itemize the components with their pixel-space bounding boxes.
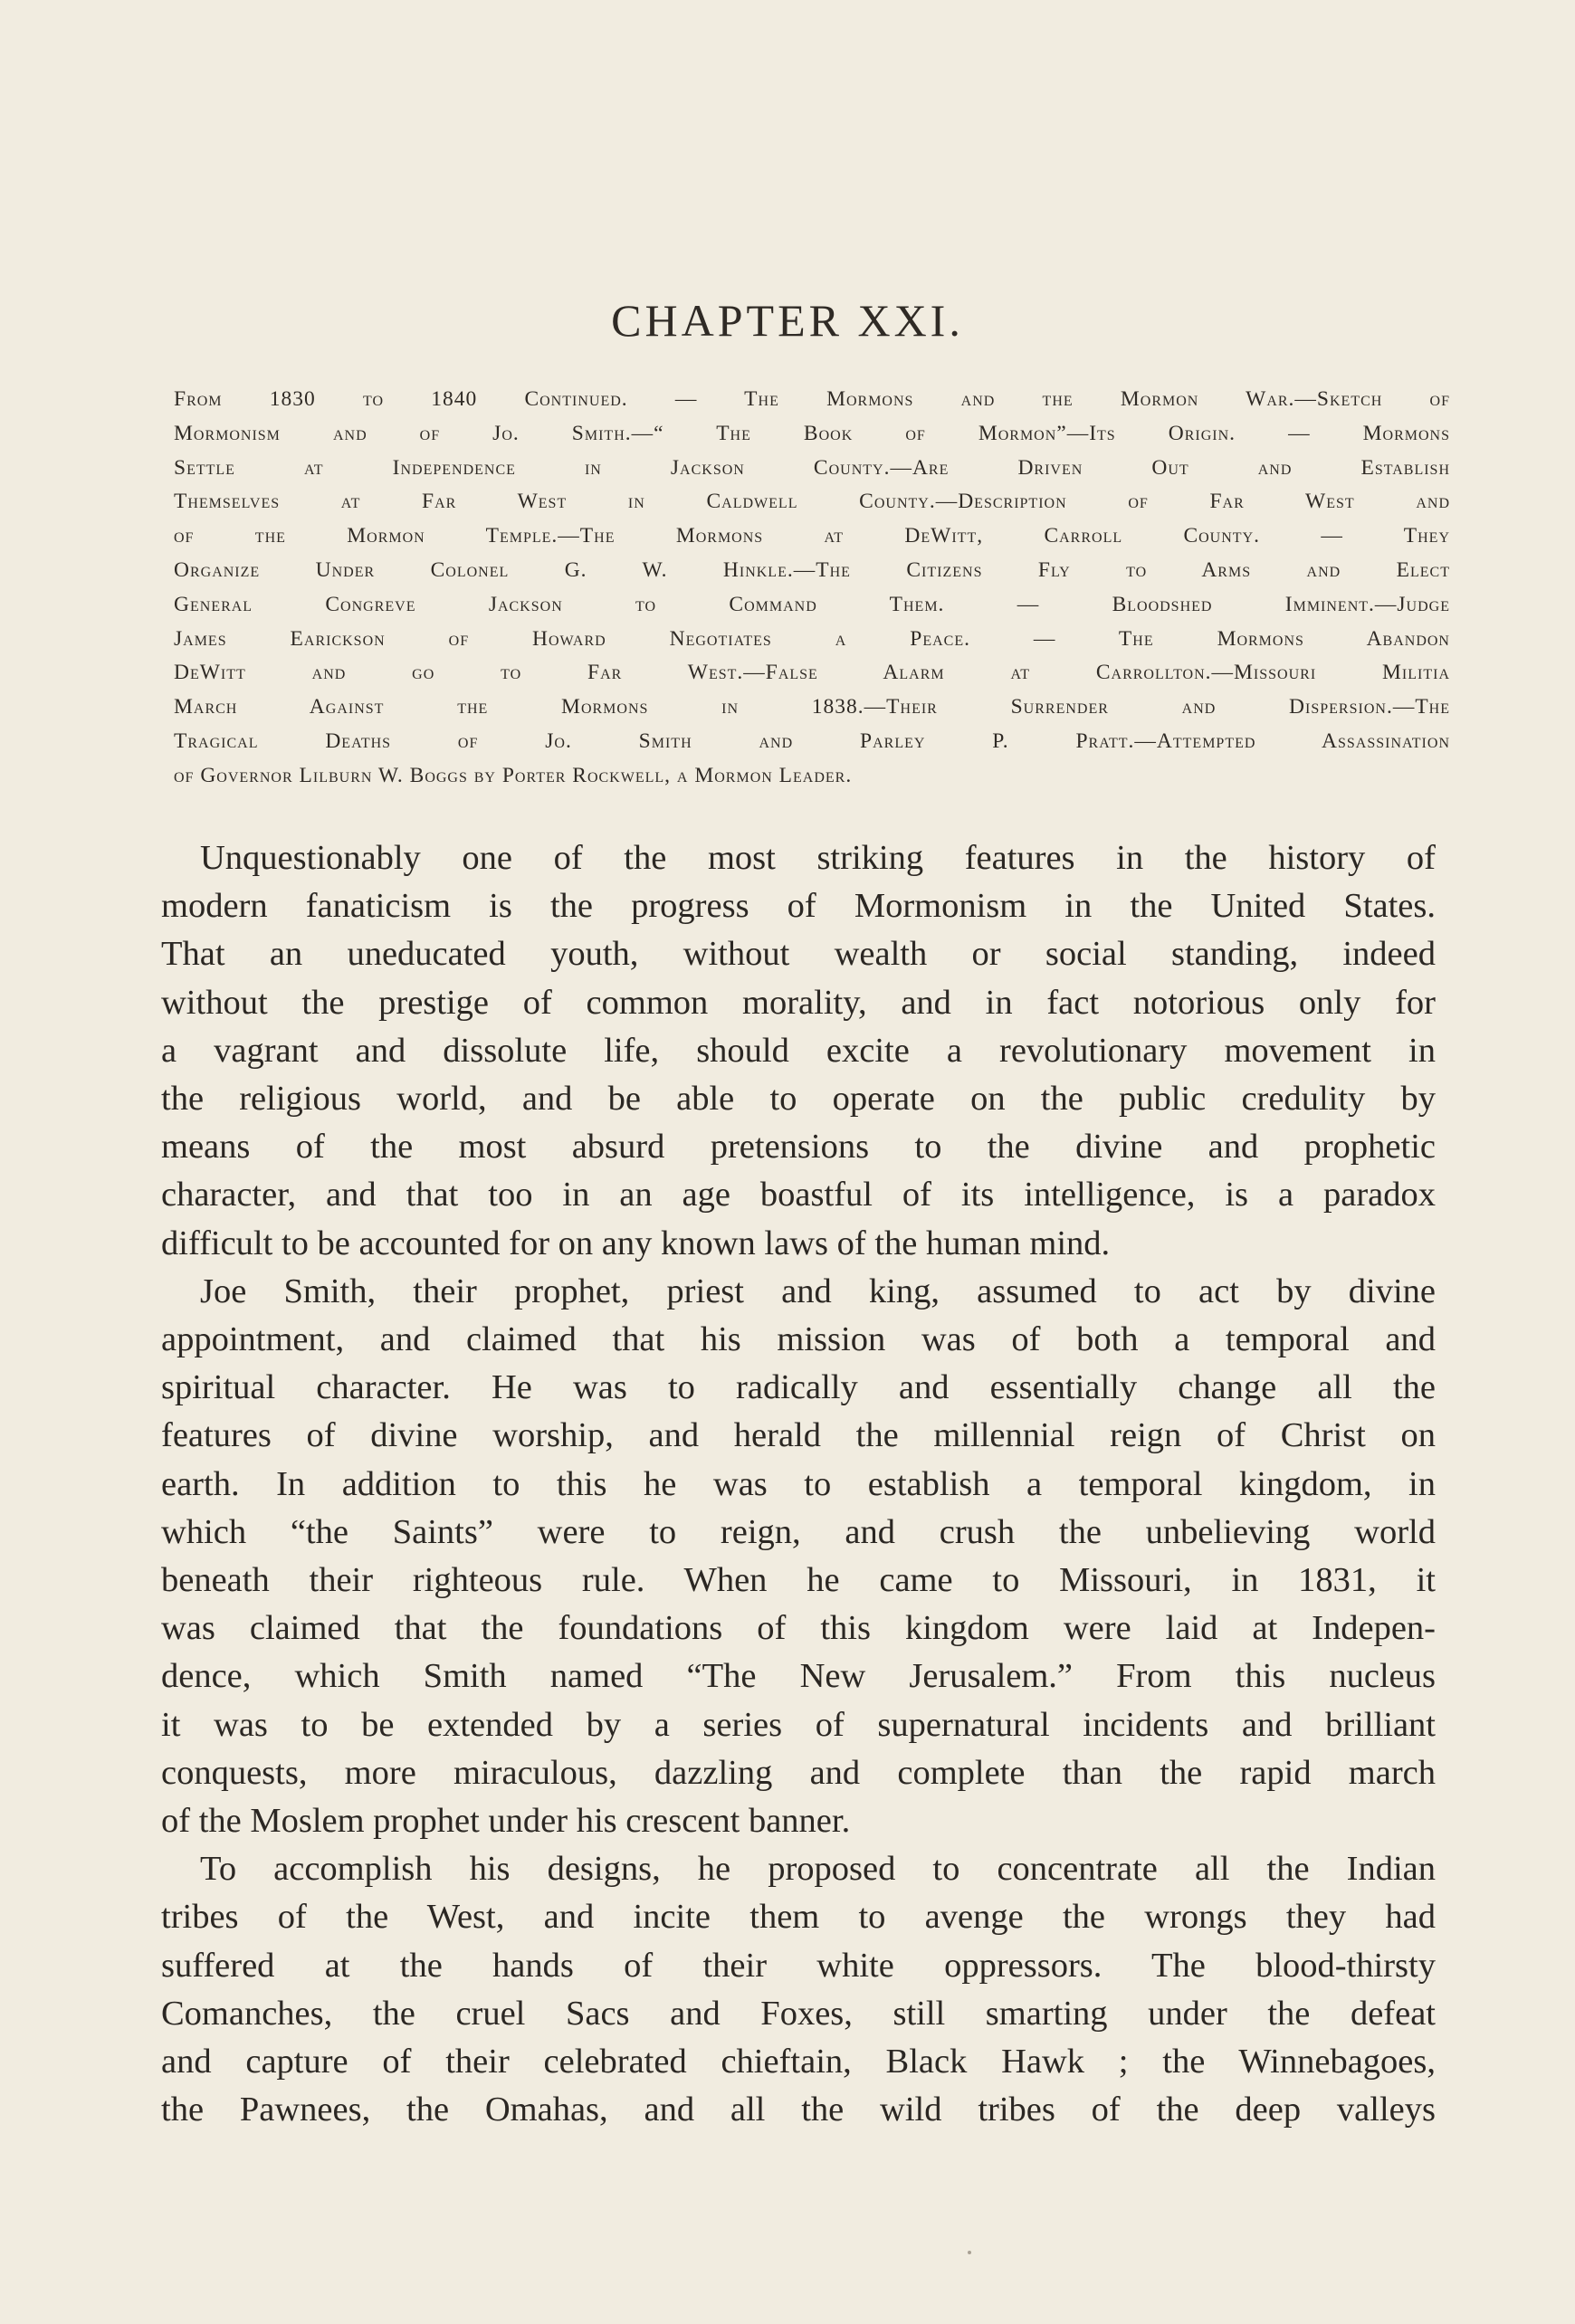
paragraph-line: suffered at the hands of their white oppressors. The blood-thirsty <box>161 1946 1436 1985</box>
paragraph-line: a vagrant and dissolute life, should excite a revolutionary movement in <box>161 1031 1436 1070</box>
synopsis-line: Tragical Deaths of Jo. Smith and Parley P. Pratt.—Attempted Assassination <box>174 729 1450 753</box>
paragraph-line: appointment, and claimed that his mission was of both a temporal and <box>161 1320 1436 1359</box>
chapter-synopsis <box>174 383 1450 794</box>
paragraph-line: it was to be extended by a series of supernatural incidents and brilliant <box>161 1705 1436 1744</box>
body-text <box>161 834 1436 2134</box>
paragraph-line: the Pawnees, the Omahas, and all the wild tribes of the deep valleys <box>161 2091 1436 2129</box>
paragraph-line: features of divine worship, and herald the millennial reign of Christ on <box>161 1416 1436 1455</box>
paragraph-line: was claimed that the foundations of this kingdom were laid at Indepen- <box>161 1609 1436 1648</box>
synopsis-line: of the Mormon Temple.—The Mormons at DeWitt, Carroll County. — They <box>174 524 1450 548</box>
paragraph-line: the religious world, and be able to operate on the public credulity by <box>161 1080 1436 1119</box>
paragraph-line: Joe Smith, their prophet, priest and king, assumed to act by divine <box>200 1272 1436 1310</box>
synopsis-line: James Earickson of Howard Negotiates a Peace. — The Mormons Abandon <box>174 626 1450 651</box>
paragraph-line: modern fanaticism is the progress of Mormonism in the United States. <box>161 887 1436 926</box>
paragraph-line: character, and that too in an age boastful of its intelligence, is a paradox <box>161 1176 1436 1214</box>
paragraph-line: beneath their righteous rule. When he came to Missouri, in 1831, it <box>161 1561 1436 1600</box>
paragraph-line: means of the most absurd pretensions to the divine and prophetic <box>161 1128 1436 1167</box>
synopsis-line: Settle at Independence in Jackson County.—Are Driven Out and Establish <box>174 455 1450 480</box>
paragraph-line: difficult to be accounted for on any known laws of the human mind. <box>161 1224 1111 1262</box>
synopsis-line: From 1830 to 1840 Continued. — The Mormons and the Mormon War.—Sketch of <box>174 387 1450 411</box>
ink-speck <box>968 2251 971 2254</box>
paragraph-line: without the prestige of common morality, and in fact notorious only for <box>161 983 1436 1022</box>
chapter-title: CHAPTER XXI. <box>611 295 964 346</box>
paragraph-line: Comanches, the cruel Sacs and Foxes, still smarting under the defeat <box>161 1994 1436 2033</box>
paragraph-line: conquests, more miraculous, dazzling and complete than the rapid march <box>161 1753 1436 1792</box>
paragraph-line: of the Moslem prophet under his crescent banner. <box>161 1802 851 1841</box>
paragraph-line: Unquestionably one of the most striking features in the history of <box>200 839 1436 877</box>
synopsis-line: DeWitt and go to Far West.—False Alarm at Carrollton.—Missouri Militia <box>174 661 1450 685</box>
paragraph-line: dence, which Smith named “The New Jerusalem.” From this nucleus <box>161 1657 1436 1696</box>
synopsis-line: General Congreve Jackson to Command Them. — Bloodshed Imminent.—Judge <box>174 592 1450 616</box>
synopsis-line: Mormonism and of Jo. Smith.—“ The Book of Mormon”—Its Origin. — Mormons <box>174 421 1450 445</box>
paragraph-line: and capture of their celebrated chieftain, Black Hawk ; the Winnebagoes, <box>161 2043 1436 2081</box>
synopsis-line: Organize Under Colonel G. W. Hinkle.—The Citizens Fly to Arms and Elect <box>174 557 1450 582</box>
paragraph-line: which “the Saints” were to reign, and crush the unbelieving world <box>161 1512 1436 1551</box>
paragraph-line: To accomplish his designs, he proposed to concentrate all the Indian <box>200 1850 1436 1889</box>
paragraph-line: spiritual character. He was to radically and essentially change all the <box>161 1368 1436 1407</box>
synopsis-line: Themselves at Far West in Caldwell County.—Description of Far West and <box>174 490 1450 514</box>
paragraph-line: tribes of the West, and incite them to avenge the wrongs they had <box>161 1898 1436 1937</box>
synopsis-line: of Governor Lilburn W. Boggs by Porter Rockwell, a Mormon Leader. <box>174 763 853 787</box>
synopsis-line: March Against the Mormons in 1838.—Their Surrender and Dispersion.—The <box>174 695 1450 719</box>
paragraph-line: earth. In addition to this he was to establish a temporal kingdom, in <box>161 1464 1436 1503</box>
paragraph-line: That an uneducated youth, without wealth or social standing, indeed <box>161 935 1436 974</box>
